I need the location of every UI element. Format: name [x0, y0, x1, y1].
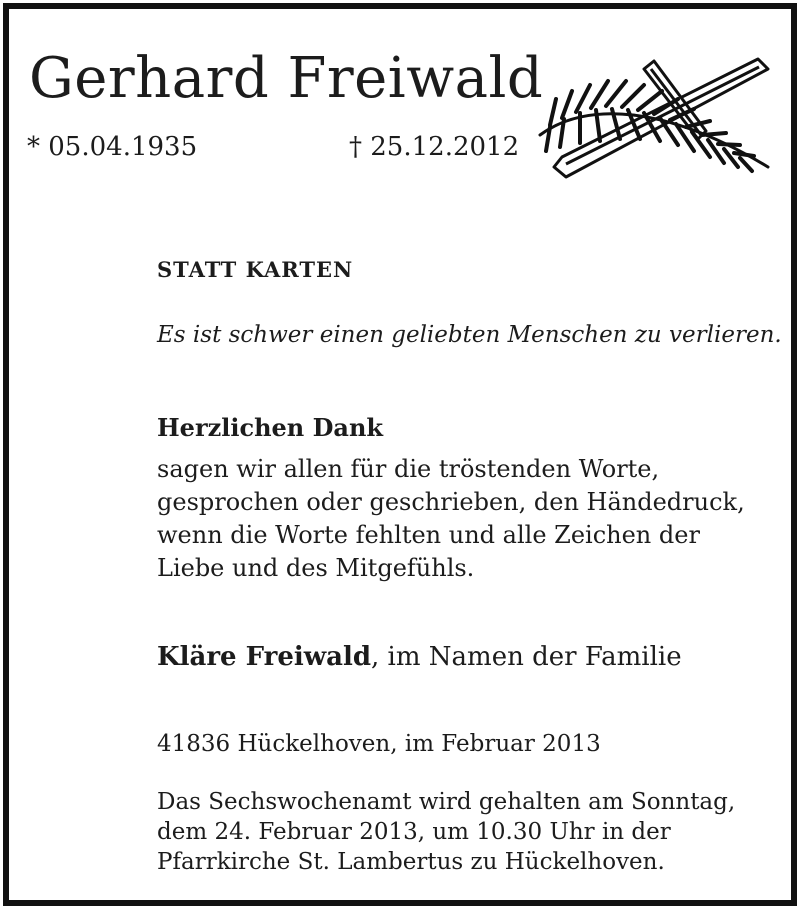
- birth-date: * 05.04.1935: [27, 132, 198, 162]
- thanks-text: [157, 453, 745, 585]
- signature-name: Kläre Freiwald: [157, 642, 372, 672]
- thanks-line: wenn die Worte fehlten und alle Zeichen der: [157, 521, 700, 549]
- thanks-line: Liebe und des Mitgefühls.: [157, 554, 475, 582]
- deceased-name: Gerhard Freiwald: [29, 46, 544, 111]
- place-date: 41836 Hückelhoven, im Februar 2013: [157, 731, 601, 757]
- signature: [157, 642, 682, 672]
- thanks-line: gesprochen oder geschrieben, den Händedruck,: [157, 488, 745, 516]
- thanks-line: sagen wir allen für die tröstenden Worte,: [157, 455, 660, 483]
- death-date: † 25.12.2012: [349, 132, 520, 162]
- cross-with-palm-branch-icon: [526, 39, 776, 179]
- thanks-heading: Herzlichen Dank: [157, 413, 384, 442]
- service-notice: [157, 787, 735, 877]
- notice-line: dem 24. Februar 2013, um 10.30 Uhr in der: [157, 819, 671, 845]
- signature-suffix: , im Namen der Familie: [371, 642, 682, 672]
- statt-karten-label: STATT KARTEN: [157, 257, 354, 282]
- notice-line: Pfarrkirche St. Lambertus zu Hückelhoven.: [157, 849, 665, 875]
- motto-line: Es ist schwer einen geliebten Menschen zu verlieren.: [157, 322, 782, 348]
- notice-line: Das Sechswochenamt wird gehalten am Sonntag,: [157, 789, 736, 815]
- obituary-notice: [3, 3, 797, 906]
